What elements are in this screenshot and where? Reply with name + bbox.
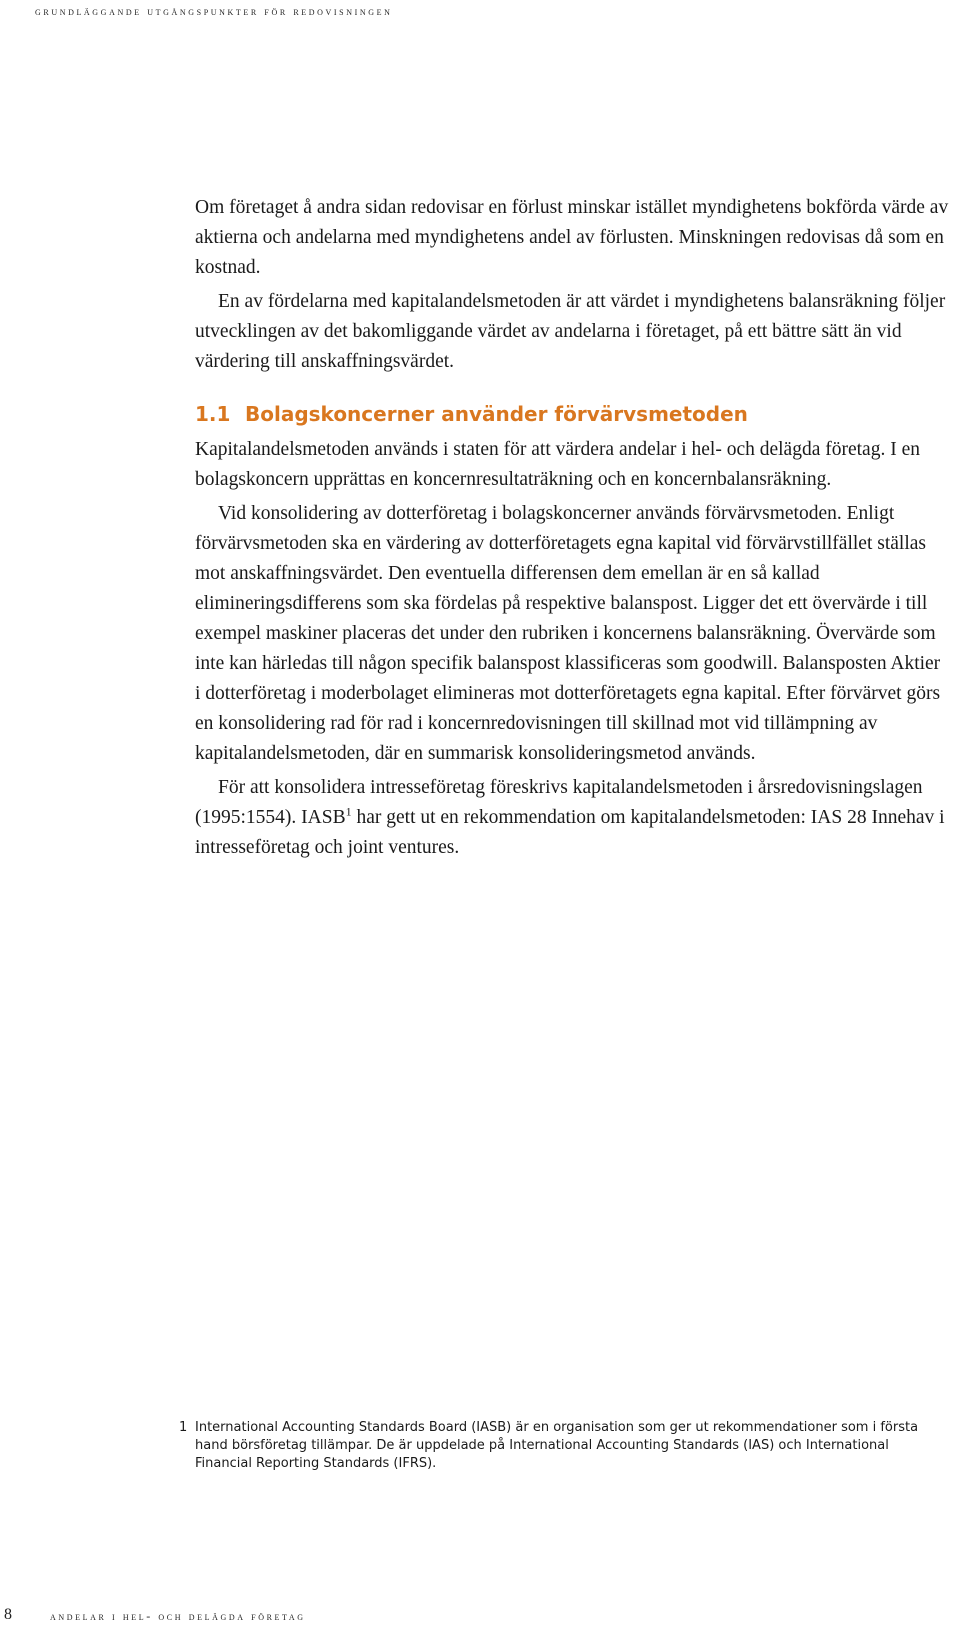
intro-paragraph-1: Om företaget å andra sidan redovisar en förlust minskar istället myndighetens bokförda värde av aktierna och andelarna med myndighetens andel av förlusten. Minskningen redovisas då som en kostnad. [195,197,949,278]
footnote-text: International Accounting Standards Board (IASB) är en organisation som ger ut rekommendationer som i första hand börsföretag tillämpar. De är uppdelade på International Accounting Standards (IAS) och International Financial Reporting Standards (IFRS). [195,1420,919,1471]
section-paragraph-1: Kapitalandelsmetoden används i staten för att värdera andelar i hel- och delägda företag. I en bolagskoncern upprättas en koncernresultaträkning och en koncernbalansräkning. [195,439,920,490]
paragraph-3-text-start: För att konsolidera intresseföretag föreskrivs kapitalandelsmetoden i årsredovisningslagen (1995:1554). IASB [195,777,923,828]
footnote-number: 1 [179,1420,188,1435]
running-foot: andelar i hel- och delägda företag [50,1609,306,1623]
page-number: 8 [4,1606,12,1623]
main-content [195,193,950,863]
footnote [179,1419,930,1473]
intro-paragraph-2: En av fördelarna med kapitalandelsmetoden är att värdet i myndighetens balansräkning följer utvecklingen av det bakomliggande värdet av andelarna i företaget, på ett bättre sätt än vid värdering till anskaffningsvärdet. [195,291,946,372]
section-heading [195,399,950,429]
section-paragraph-2: Vid konsolidering av dotterföretag i bolagskoncerner används förvärvsmetoden. Enligt förvärvsmetoden ska en värdering av dotterföretagets egna kapital vid förvärvstillfället ställas mot anskaffningsvärdet. Den eventuella differensen dem emellan är en så kallad elimineringsdifferens som ska fördelas på respektive balanspost. Ligger det ett övervärde i till exempel maskiner placeras det under den rubriken i koncernens balansräkning. Övervärde som inte kan härledas till någon specifik balanspost klassificeras som goodwill. Balansposten Aktier i dotterföretag i moderbolaget elimineras mot dotterföretagets egna kapital. Efter förvärvet görs en konsolidering rad för rad i koncernredovisningen till skillnad mot vid tillämpning av kapitalandelsmetoden, där en summarisk konsolideringsmetod används. [195,503,941,764]
section-paragraph-3 [195,773,950,863]
footnote-reference[interactable]: 1 [345,804,352,819]
section-title: Bolagskoncerner använder förvärvsmetoden [245,402,748,426]
section-number: 1.1 [195,402,231,426]
running-head: grundläggande utgångspunkter för redovisningen [35,4,393,18]
paragraph-3-text-end: har gett ut en rekommendation om kapitalandelsmetoden: IAS 28 Innehav i intresseföretag och joint ventures. [195,807,945,858]
